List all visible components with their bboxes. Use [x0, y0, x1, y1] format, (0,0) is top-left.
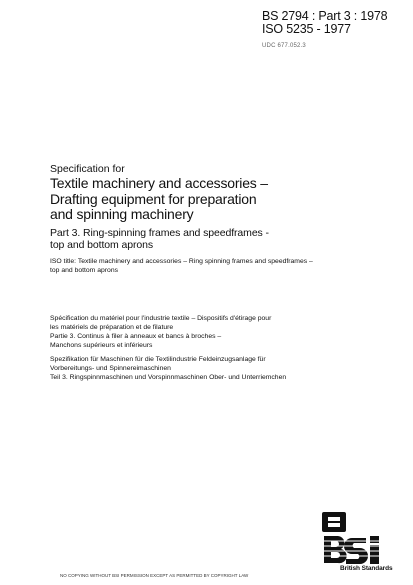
udc-code: UDC 677.052.3 [262, 43, 306, 49]
spec-intro: Specification for [50, 163, 125, 175]
british-standards-label: British Standards [340, 565, 393, 572]
german-line: Teil 3. Ringspinnmaschinen und Vorspinnmaschinen Ober- und Unterriemchen [50, 374, 287, 381]
iso-title: ISO title: Textile machinery and accessories – Ring spinning frames and speedframes – top and bottom aprons [50, 257, 313, 274]
standard-references [262, 10, 387, 53]
german-line: Spezifikation für Maschinen für die Textilindustrie Feldeinzugsanlage für [50, 356, 266, 363]
translated-titles [50, 314, 350, 387]
iso-reference: ISO 5235 - 1977 [262, 22, 351, 36]
part-title [50, 227, 340, 251]
title-line: and spinning machinery [50, 206, 194, 222]
title-block [50, 163, 340, 275]
bs-reference: BS 2794 : Part 3 : 1978 [262, 9, 388, 23]
title-line: Textile machinery and accessories – [50, 175, 268, 191]
french-line: Partie 3. Continus à filer à anneaux et bancs à broches – [50, 333, 222, 340]
part-line: Part 3. Ring-spinning frames and speedframes - [50, 226, 269, 239]
document-title [50, 176, 340, 223]
french-title [50, 314, 350, 350]
german-title [50, 355, 350, 382]
french-line: Spécification du matériel pour l'industrie textile – Dispositifs d'étirage pour [50, 315, 272, 322]
french-line: Manchons supérieurs et inférieurs [50, 342, 153, 349]
german-line: Vorbereitungs- und Spinnereimaschinen [50, 365, 171, 372]
copyright-footer: NO COPYING WITHOUT BSI PERMISSION EXCEPT AS PERMITTED BY COPYRIGHT LAW [60, 573, 249, 578]
title-line: Drafting equipment for preparation [50, 190, 257, 207]
part-line: top and bottom aprons [50, 238, 153, 251]
french-line: les matériels de préparation et de filature [50, 324, 174, 331]
